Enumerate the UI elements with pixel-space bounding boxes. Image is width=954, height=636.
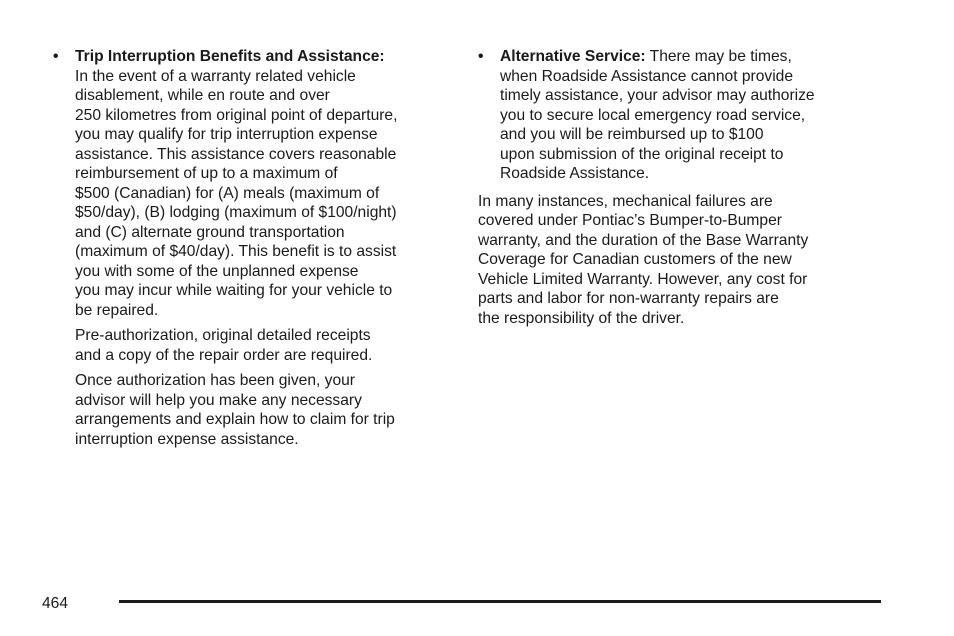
body-line: (maximum of $40/day). This benefit is to assist [75, 243, 397, 260]
body-line: $50/day), (B) lodging (maximum of $100/night) [75, 204, 397, 221]
body-line: the responsibility of the driver. [478, 309, 685, 327]
body-line: advisor will help you make any necessary [75, 391, 362, 409]
body-line: Once authorization has been given, your [75, 372, 356, 389]
left-column [53, 47, 449, 449]
page-number: 464 [42, 595, 69, 612]
body-line: Pre-authorization, original detailed receipts [75, 327, 371, 344]
body-line: you may qualify for trip interruption expense [75, 126, 378, 143]
body-line: and a copy of the repair order are required. [75, 346, 373, 364]
body-line: be repaired. [75, 301, 159, 319]
authorization-paragraph [53, 371, 449, 449]
body-line: parts and labor for non-warranty repairs are [478, 290, 779, 307]
alternative-service-item [478, 47, 874, 184]
body-line: reimbursement of up to a maximum of [75, 165, 338, 182]
body-line: disablement, while en route and over [75, 87, 330, 104]
body-text: There may be times, [645, 48, 792, 65]
warranty-coverage-paragraph [478, 192, 874, 329]
bullet-icon: • [53, 48, 59, 65]
body-line: you with some of the unplanned expense [75, 262, 359, 280]
body-line: 250 kilometres from original point of departure, [75, 106, 398, 124]
alternative-service-heading: Alternative Service: [500, 48, 646, 65]
body-line: Roadside Assistance. [500, 165, 650, 182]
body-line: and (C) alternate ground transportation [75, 223, 345, 241]
body-line: In many instances, mechanical failures are [478, 192, 773, 210]
body-line: upon submission of the original receipt to [500, 145, 784, 163]
body-line: you to secure local emergency road service, [500, 106, 806, 124]
body-line: assistance. This assistance covers reasonable [75, 145, 397, 163]
trip-interruption-item [53, 47, 449, 320]
body-line: $500 (Canadian) for (A) meals (maximum of [75, 184, 380, 202]
alternative-service-first-line [500, 47, 874, 67]
body-line: Coverage for Canadian customers of the new [478, 251, 792, 268]
body-line: timely assistance, your advisor may authorize [500, 87, 815, 104]
body-line: you may incur while waiting for your vehicle to [75, 282, 393, 299]
body-line: In the event of a warranty related vehicle [75, 67, 356, 85]
trip-interruption-heading: Trip Interruption Benefits and Assistance: [75, 48, 385, 65]
bullet-icon: • [478, 48, 484, 65]
pre-authorization-paragraph [53, 326, 449, 365]
body-line: interruption expense assistance. [75, 430, 299, 448]
footer-rule [119, 600, 881, 603]
body-line: warranty, and the duration of the Base Warranty [478, 231, 809, 249]
body-line: when Roadside Assistance cannot provide [500, 67, 793, 85]
body-line: arrangements and explain how to claim for trip [75, 411, 395, 428]
body-line: and you will be reimbursed up to $100 [500, 126, 764, 143]
body-line: Vehicle Limited Warranty. However, any cost for [478, 270, 808, 288]
right-column [478, 47, 874, 328]
body-line: covered under Pontiac’s Bumper-to-Bumper [478, 212, 782, 229]
